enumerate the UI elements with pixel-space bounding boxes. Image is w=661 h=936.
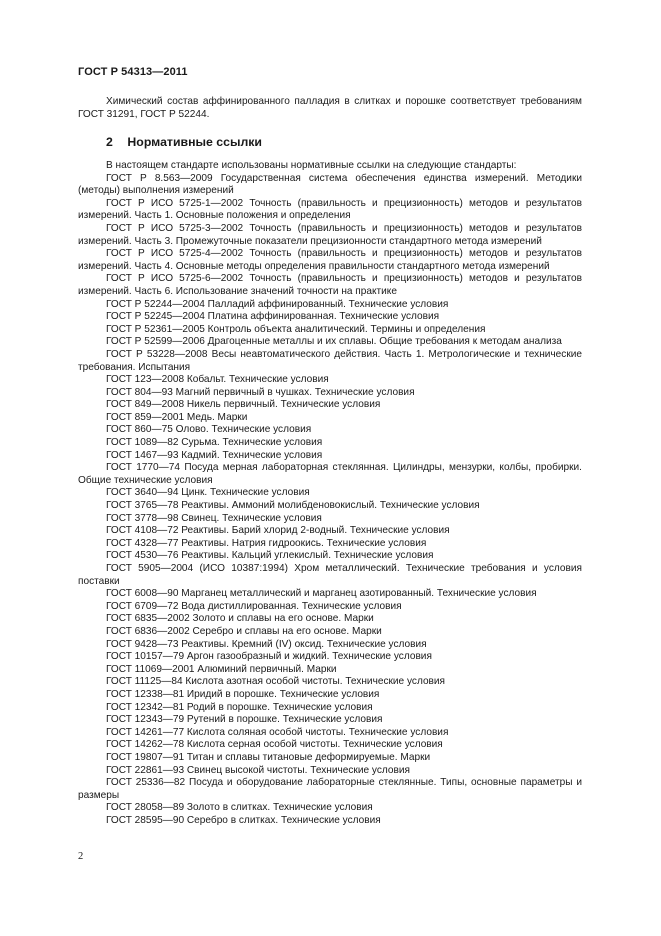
- page-number: 2: [78, 851, 84, 862]
- reference-item: [78, 765, 582, 778]
- reference-item: [78, 248, 582, 273]
- reference-code: ГОСТ Р 8.563—2009: [106, 172, 213, 184]
- reference-code: ГОСТ Р ИСО 5725-4—2002: [106, 248, 244, 260]
- reference-title: Магний первичный в чушках. Технические условия: [175, 386, 415, 398]
- reference-code: ГОСТ 9428—73: [106, 638, 179, 650]
- reference-code: ГОСТ Р 52361—2005: [106, 323, 205, 335]
- reference-code: ГОСТ 12343—79: [106, 714, 185, 726]
- reference-item: [78, 538, 582, 551]
- reference-title: Реактивы. Кремний (IV) оксид. Технические условия: [181, 638, 427, 650]
- reference-code: ГОСТ 4108—72: [106, 525, 179, 537]
- reference-code: ГОСТ 859—2001: [106, 411, 185, 423]
- reference-code: ГОСТ Р 52599—2006: [106, 336, 205, 348]
- reference-item: [78, 588, 582, 601]
- reference-code: ГОСТ 6008—90: [106, 588, 179, 600]
- reference-title: Золото и сплавы на его основе. Марки: [192, 613, 374, 625]
- reference-code: ГОСТ 19807—91: [106, 751, 185, 763]
- reference-title: Сурьма. Технические условия: [181, 437, 323, 449]
- reference-title: Посуда мерная лабораторная стеклянная. Цилиндры, мензурки, колбы, пробирки. Общие технические условия: [78, 462, 582, 486]
- reference-title: Рутений в порошке. Технические условия: [186, 714, 383, 726]
- reference-item: [78, 311, 582, 324]
- reference-title: Реактивы. Кальций углекислый. Технические условия: [181, 550, 434, 562]
- reference-list: [78, 173, 582, 828]
- reference-title: Весы неавтоматического действия. Часть 1. Метрологические и технические требования. Испытания: [78, 348, 582, 373]
- reference-code: ГОСТ 12338—81: [106, 688, 185, 700]
- reference-item: [78, 437, 582, 450]
- reference-code: ГОСТ 4328—77: [106, 537, 179, 549]
- reference-item: [78, 412, 582, 425]
- reference-item: [78, 601, 582, 614]
- reference-item: [78, 525, 582, 538]
- reference-code: ГОСТ Р 53228—2008: [106, 348, 208, 360]
- reference-title: Титан и сплавы титановые деформируемые. Марки: [186, 751, 431, 763]
- reference-code: ГОСТ 22861—93: [106, 764, 185, 776]
- reference-item: [78, 336, 582, 349]
- reference-code: ГОСТ 28058—89: [106, 802, 185, 814]
- reference-item: [78, 664, 582, 677]
- reference-code: ГОСТ 11125—84: [106, 676, 183, 688]
- reference-title: Алюминий первичный. Марки: [197, 663, 337, 675]
- reference-title: Точность (правильность и прецизионность) методов и результатов измерений. Часть 4. Основные методы определения правильности стандартного метода измерений: [78, 248, 582, 272]
- reference-item: [78, 815, 582, 828]
- reference-code: ГОСТ Р ИСО 5725-1—2002: [106, 197, 244, 209]
- reference-title: Драгоценные металлы и их сплавы. Общие требования к методам анализа: [207, 336, 562, 348]
- reference-item: [78, 676, 582, 689]
- reference-item: [78, 223, 582, 248]
- reference-item: [78, 462, 582, 487]
- reference-title: Вода дистиллированная. Технические условия: [181, 600, 402, 612]
- reference-item: [78, 450, 582, 463]
- reference-item: [78, 702, 582, 715]
- intro-block: [78, 96, 582, 121]
- reference-title: Реактивы. Аммоний молибденовокислый. Технические условия: [181, 500, 480, 512]
- reference-title: Контроль объекта аналитический. Термины и определения: [207, 323, 486, 335]
- reference-item: [78, 727, 582, 740]
- reference-code: ГОСТ 1467—93: [106, 449, 179, 461]
- reference-code: ГОСТ 28595—90: [106, 814, 185, 826]
- reference-item: [78, 198, 582, 223]
- reference-code: ГОСТ 5905—2004 (ИСО 10387:1994): [106, 563, 288, 574]
- reference-item: [78, 173, 582, 198]
- reference-title: Точность (правильность и прецизионность) методов и результатов измерений. Часть 1. Основные положения и определения: [78, 197, 582, 222]
- reference-code: ГОСТ 1089—82: [106, 437, 179, 449]
- reference-title: Свинец. Технические условия: [181, 512, 322, 524]
- reference-title: Золото в слитках. Технические условия: [186, 802, 373, 814]
- reference-code: ГОСТ 4530—76: [106, 550, 179, 562]
- reference-code: ГОСТ 3778—98: [106, 512, 179, 524]
- reference-title: Аргон газообразный и жидкий. Технические условия: [186, 651, 432, 663]
- reference-code: ГОСТ 11069—2001: [106, 663, 195, 675]
- reference-code: ГОСТ 1770—74: [106, 462, 180, 474]
- section-number: 2: [106, 135, 113, 149]
- reference-title: Платина аффинированная. Технические условия: [207, 311, 440, 323]
- standard-code-header: ГОСТ Р 54313—2011: [78, 66, 188, 78]
- reference-title: Цинк. Технические условия: [181, 487, 310, 499]
- reference-code: ГОСТ 860—75: [106, 424, 173, 436]
- intro-paragraph: Химический состав аффинированного палладия в слитках и порошке соответствует требованиям ГОСТ 31291, ГОСТ Р 52244.: [78, 96, 582, 120]
- reference-item: [78, 487, 582, 500]
- reference-title: Кобальт. Технические условия: [186, 374, 329, 386]
- reference-title: Кислота азотная особой чистоты. Технические условия: [185, 676, 446, 688]
- reference-code: ГОСТ Р 52244—2004: [106, 298, 205, 310]
- reference-code: ГОСТ 123—2008: [106, 374, 185, 386]
- section-heading: [106, 135, 262, 149]
- reference-title: Государственная система обеспечения единства измерений. Методики (методы) выполнения измерений: [78, 172, 582, 197]
- reference-code: ГОСТ 10157—79: [106, 651, 185, 663]
- reference-item: [78, 626, 582, 639]
- reference-item: [78, 399, 582, 412]
- reference-code: ГОСТ 14262—78: [106, 739, 185, 751]
- reference-title: Точность (правильность и прецизионность) методов и результатов измерений. Часть 3. Промежуточные показатели прецизионности стандартного метода измерений: [78, 222, 582, 247]
- reference-code: ГОСТ 6709—72: [106, 600, 179, 612]
- reference-code: ГОСТ 25336—82: [106, 777, 186, 789]
- reference-code: ГОСТ 12342—81: [106, 701, 185, 713]
- reference-item: [78, 739, 582, 752]
- reference-title: Родий в порошке. Технические условия: [186, 701, 373, 713]
- reference-item: [78, 324, 582, 337]
- reference-code: ГОСТ 849—2008: [106, 399, 185, 411]
- reference-item: [78, 299, 582, 312]
- reference-item: [78, 500, 582, 513]
- reference-code: ГОСТ 804—93: [106, 386, 173, 398]
- reference-title: Палладий аффинированный. Технические условия: [207, 298, 449, 310]
- reference-code: ГОСТ 14261—77: [106, 726, 185, 738]
- reference-item: [78, 689, 582, 702]
- reference-title: Марганец металлический и марганец азотированный. Технические условия: [181, 588, 537, 600]
- reference-title: Медь. Марки: [186, 411, 248, 423]
- reference-code: ГОСТ 3640—94: [106, 487, 179, 499]
- reference-item: [78, 802, 582, 815]
- reference-item: [78, 550, 582, 563]
- reference-title: Посуда и оборудование лабораторные стеклянные. Типы, основные параметры и размеры: [78, 777, 582, 801]
- reference-title: Реактивы. Натрия гидроокись. Технические условия: [181, 537, 427, 549]
- reference-code: ГОСТ 3765—78: [106, 500, 179, 512]
- reference-code: ГОСТ Р ИСО 5725-6—2002: [106, 273, 244, 285]
- reference-item: [78, 387, 582, 400]
- reference-code: ГОСТ Р ИСО 5725-3—2002: [106, 222, 244, 234]
- reference-title: Свинец высокой чистоты. Технические условия: [186, 764, 410, 776]
- reference-item: [78, 714, 582, 727]
- reference-item: [78, 273, 582, 298]
- normative-references: [78, 160, 582, 827]
- reference-title: Серебро и сплавы на его основе. Марки: [192, 625, 382, 637]
- reference-title: Серебро в слитках. Технические условия: [186, 814, 381, 826]
- reference-item: [78, 651, 582, 664]
- reference-title: Кислота соляная особой чистоты. Технические условия: [186, 726, 449, 738]
- reference-item: [78, 752, 582, 765]
- reference-item: [78, 424, 582, 437]
- reference-item: [78, 777, 582, 802]
- reference-title: Никель первичный. Технические условия: [186, 399, 381, 411]
- reference-item: [78, 349, 582, 374]
- reference-title: Хром металлический. Технические требования и условия поставки: [78, 563, 582, 587]
- section-lead: В настоящем стандарте использованы нормативные ссылки на следующие стандарты:: [106, 160, 517, 171]
- reference-title: Точность (правильность и прецизионность) методов и результатов измерений. Часть 6. Использование значений точности на практике: [78, 273, 582, 297]
- reference-item: [78, 639, 582, 652]
- reference-code: ГОСТ Р 52245—2004: [106, 311, 205, 323]
- reference-title: Иридий в порошке. Технические условия: [186, 688, 380, 700]
- reference-item: [78, 374, 582, 387]
- section-title: Нормативные ссылки: [127, 135, 262, 149]
- reference-item: [78, 563, 582, 588]
- reference-code: ГОСТ 6836—2002: [106, 625, 190, 637]
- reference-item: [78, 513, 582, 526]
- reference-code: ГОСТ 6835—2002: [106, 613, 190, 625]
- reference-item: [78, 613, 582, 626]
- reference-title: Олово. Технические условия: [175, 424, 312, 436]
- reference-title: Кислота серная особой чистоты. Технические условия: [186, 739, 443, 751]
- reference-title: Реактивы. Барий хлорид 2-водный. Технические условия: [181, 525, 450, 537]
- reference-title: Кадмий. Технические условия: [181, 449, 323, 461]
